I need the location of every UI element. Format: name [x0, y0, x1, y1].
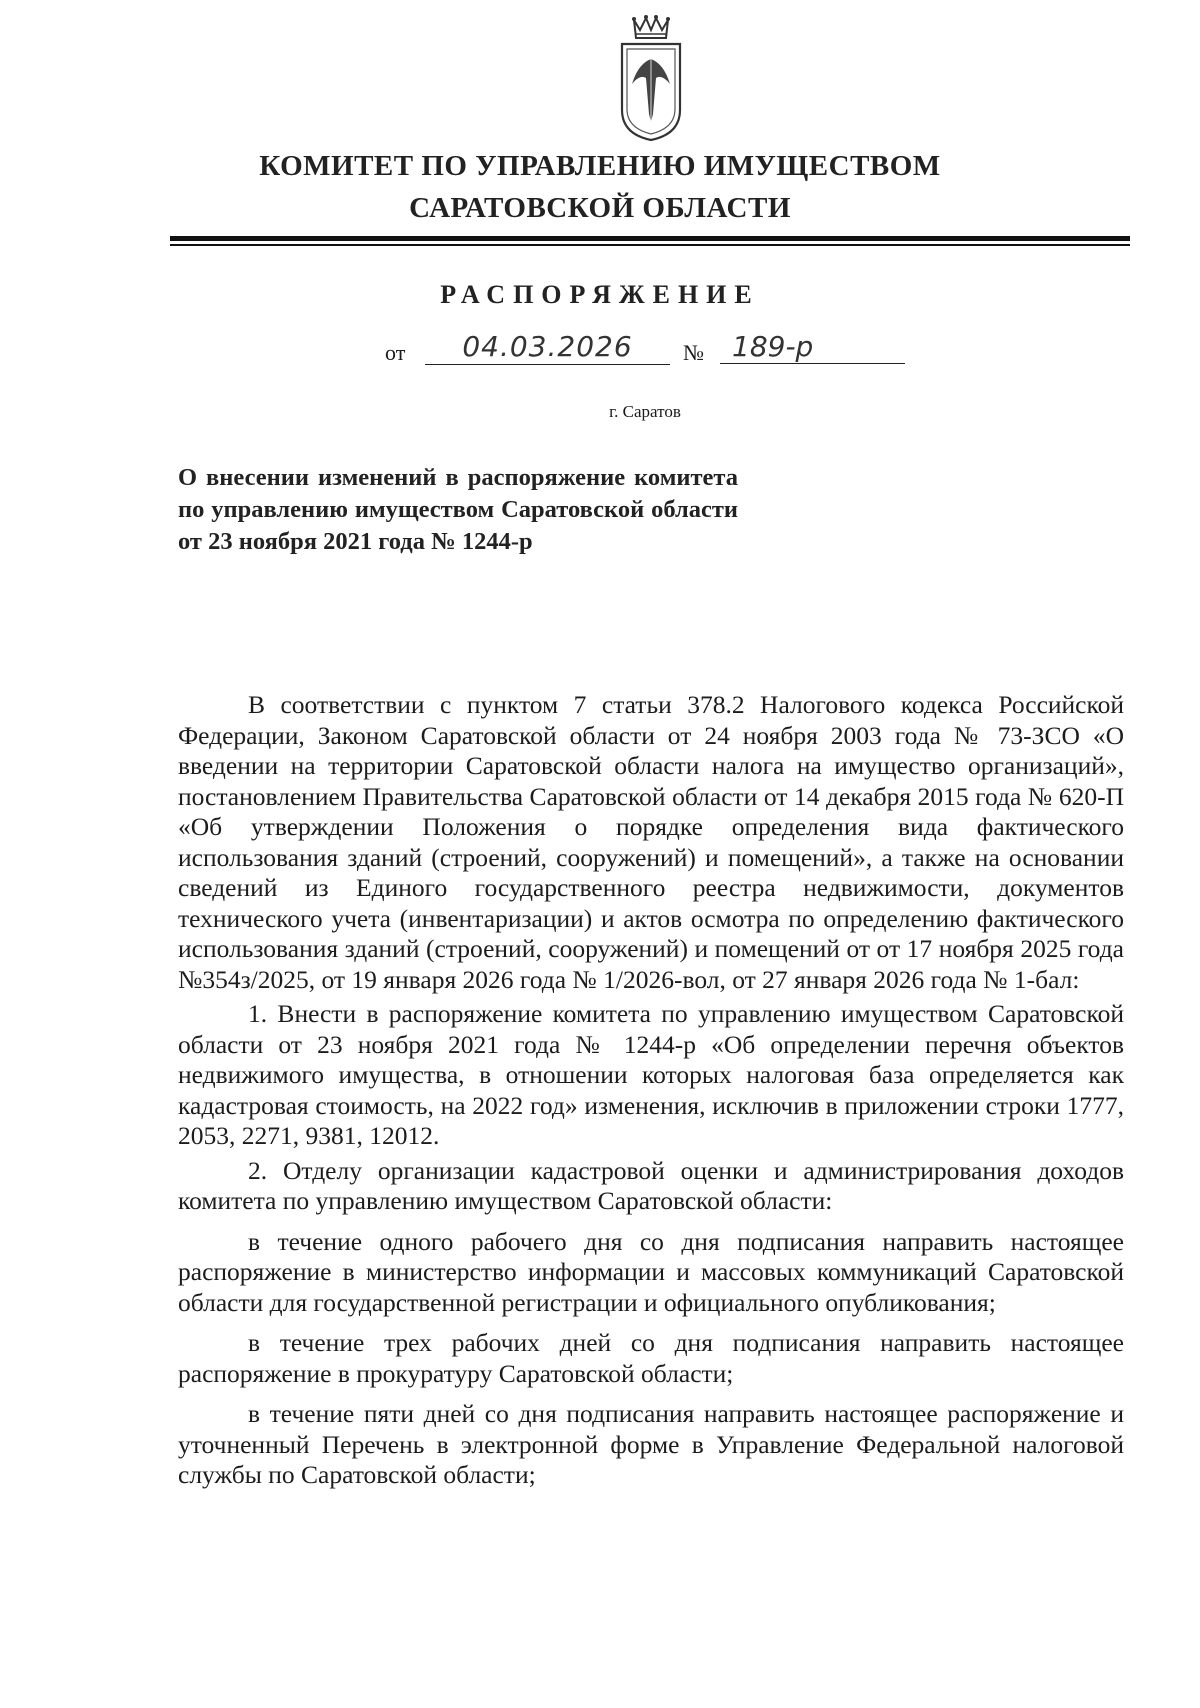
- item-2-paragraph: 2. Отделу организации кадастровой оценки и администрирования доходов комитета по управлению имуществом Саратовской области:: [178, 1155, 1124, 1215]
- item-1-paragraph: 1. Внести в распоряжение комитета по управлению имуществом Саратовской области от 23 ноября 2021 года № 1244-р «Об определении перечня объектов недвижимого имущества, в отношении которых налоговая база определяется как кадастровая стоимость, на 2022 год» изменения, исключив в приложении строки 1777, 2053, 2271, 9381, 12012.: [178, 999, 1124, 1150]
- header-divider-thick: [170, 236, 1130, 241]
- preamble-paragraph: В соответствии с пунктом 7 статьи 378.2 Налогового кодекса Российской Федерации, Законом Саратовской области от 24 ноября 2003 года № 73-ЗСО «О введении на территории Саратовской области налога на имущество организаций», постановлением Правительства Саратовской области от 14 декабря 2015 года № 620-П «Об утверждении Положения о порядке определения вида фактического использования зданий (строений, сооружений) и помещений», а также на основании сведений из Единого государственного реестра недвижимости, документов технического учета (инвентаризации) и актов осмотра по определению фактического использования зданий (строений, сооружений) и помещений от от 17 ноября 2025 года №354з/2025, от 19 января 2026 года № 1/2026-вол, от 27 января 2026 года № 1-бал:: [178, 690, 1124, 994]
- coat-of-arms-icon: [616, 14, 686, 142]
- date-label: от: [385, 340, 406, 365]
- organization-name-line1: КОМИТЕТ ПО УПРАВЛЕНИЮ ИМУЩЕСТВОМ: [259, 150, 941, 182]
- handwritten-number: 189-р: [720, 330, 905, 364]
- organization-name-line2: САРАТОВСКОЙ ОБЛАСТИ: [409, 192, 791, 224]
- document-type-title: РАСПОРЯЖЕНИЕ: [440, 280, 760, 309]
- number-label: №: [683, 340, 704, 365]
- handwritten-date: 04.03.2026: [425, 330, 670, 365]
- item-2b-paragraph: в течение трех рабочих дней со дня подписания направить настоящее распоряжение в прокуратуру Саратовской области;: [178, 1328, 1124, 1388]
- item-2a-paragraph: в течение одного рабочего дня со дня подписания направить настоящее распоряжение в министерство информации и массовых коммуникаций Саратовской области для государственной регистрации и официального опубликования;: [178, 1226, 1124, 1317]
- header-divider-thin: [170, 244, 1130, 246]
- item-2c-paragraph: в течение пяти дней со дня подписания направить настоящее распоряжение и уточненный Перечень в электронной форме в Управление Федеральной налоговой службы по Саратовской области;: [178, 1399, 1124, 1489]
- document-body: [178, 690, 1124, 1491]
- city-name: г. Саратов: [609, 402, 681, 421]
- document-subject: О внесении изменений в распоряжение комитета по управлению имуществом Саратовской области от 23 ноября 2021 года № 1244-р: [178, 464, 738, 555]
